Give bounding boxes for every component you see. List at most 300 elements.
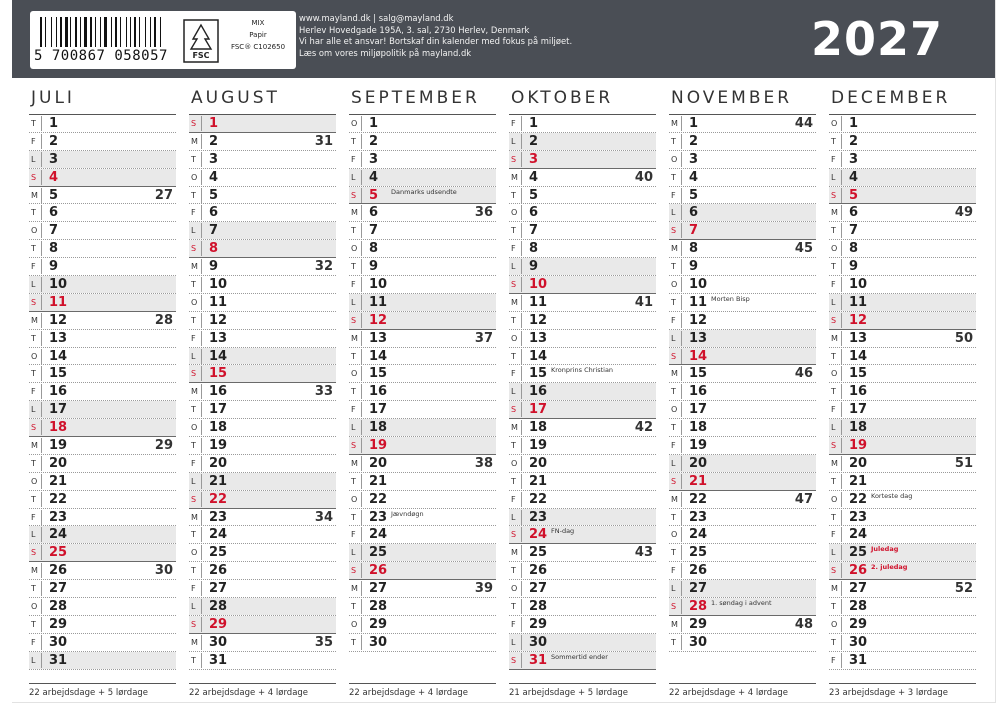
- weekday-letter: L: [671, 584, 676, 594]
- day-number: 9: [689, 259, 699, 275]
- day-number: 21: [529, 473, 548, 489]
- day-number: 5: [369, 187, 379, 203]
- day-row: [349, 151, 496, 169]
- weekday-letter: T: [511, 602, 516, 612]
- day-divider: [361, 277, 362, 292]
- day-row: [829, 491, 976, 509]
- weekday-letter: M: [511, 297, 518, 307]
- week-number: 32: [314, 259, 333, 275]
- fsc-line: Papir: [249, 31, 267, 39]
- footer-rule: [669, 683, 816, 684]
- day-row: [829, 473, 976, 491]
- day-row: [829, 222, 976, 240]
- week-number: 31: [314, 133, 333, 149]
- day-row: [349, 348, 496, 366]
- day-divider: [41, 116, 42, 131]
- day-row: [29, 634, 176, 652]
- weekday-letter: S: [351, 190, 357, 200]
- day-number: 2: [369, 133, 379, 149]
- weekday-letter: M: [511, 172, 518, 182]
- day-divider: [521, 241, 522, 256]
- day-row: [509, 258, 656, 276]
- weekday-letter: S: [511, 280, 517, 290]
- day-row: [349, 526, 496, 544]
- day-row: [29, 598, 176, 616]
- day-divider: [521, 653, 522, 668]
- day-row: [669, 598, 816, 616]
- day-number: 1: [689, 116, 699, 131]
- row-line: [189, 669, 336, 670]
- day-divider: [681, 384, 682, 399]
- day-number: 17: [849, 402, 868, 418]
- svg-text:FSC: FSC: [192, 51, 210, 60]
- weekday-letter: S: [31, 548, 37, 558]
- weekday-letter: L: [511, 512, 516, 522]
- day-row: [829, 401, 976, 419]
- day-divider: [361, 313, 362, 328]
- day-row: [29, 348, 176, 366]
- weekday-letter: T: [831, 476, 836, 486]
- day-row: [29, 276, 176, 294]
- weekday-letter: S: [191, 369, 197, 379]
- week-number: 42: [634, 420, 653, 436]
- day-number: 29: [849, 616, 868, 632]
- workdays-summary: 22 arbejdsdage + 4 lørdage: [349, 688, 469, 698]
- day-number: 4: [689, 169, 699, 185]
- weekday-letter: T: [511, 226, 516, 236]
- day-number: 23: [529, 509, 548, 525]
- day-row: [509, 544, 656, 562]
- day-row: [669, 294, 816, 312]
- day-number: 28: [209, 599, 228, 615]
- weekday-letter: T: [831, 637, 836, 647]
- weekday-letter: S: [191, 244, 197, 254]
- day-number: 30: [849, 634, 868, 650]
- weekday-letter: F: [31, 387, 36, 397]
- day-number: 7: [209, 223, 219, 239]
- day-row: [189, 133, 336, 151]
- day-number: 2: [689, 133, 699, 149]
- weekday-letter: O: [191, 548, 198, 558]
- day-row: [829, 330, 976, 348]
- weekday-letter: S: [351, 315, 357, 325]
- holiday-note: Korteste dag: [871, 491, 913, 500]
- week-number: 45: [794, 241, 813, 257]
- barcode-sticker: [30, 11, 296, 69]
- day-divider: [201, 545, 202, 560]
- day-number: 3: [529, 151, 539, 167]
- weekday-letter: T: [191, 154, 196, 164]
- week-number: 33: [314, 384, 333, 400]
- weekday-letter: L: [511, 136, 516, 146]
- weekday-letter: T: [511, 190, 516, 200]
- day-row: [189, 616, 336, 634]
- day-divider: [841, 474, 842, 489]
- day-row: [509, 169, 656, 187]
- day-divider: [361, 188, 362, 203]
- weekday-letter: L: [191, 226, 196, 236]
- weekday-letter: T: [31, 619, 36, 629]
- day-row: [829, 133, 976, 151]
- day-number: 9: [849, 259, 859, 275]
- day-row: [509, 437, 656, 455]
- day-number: 11: [849, 294, 868, 310]
- day-divider: [841, 545, 842, 560]
- weekday-letter: S: [831, 315, 837, 325]
- week-number: 29: [154, 438, 173, 454]
- day-number: 8: [689, 241, 699, 257]
- day-divider: [361, 241, 362, 256]
- day-row: [189, 544, 336, 562]
- weekday-letter: M: [31, 441, 38, 451]
- day-divider: [201, 563, 202, 578]
- environment-note: Vi har alle et ansvar! Bortskaf din kalender med fokus på miljøet.: [299, 36, 573, 46]
- day-number: 12: [209, 312, 228, 328]
- weekday-letter: T: [671, 136, 676, 146]
- day-divider: [681, 170, 682, 185]
- day-number: 24: [529, 527, 548, 543]
- weekday-letter: O: [831, 369, 838, 379]
- holiday-note: Jævndøgn: [391, 509, 424, 518]
- day-divider: [681, 116, 682, 131]
- month-name: OKTOBER: [511, 88, 614, 108]
- day-number: 16: [369, 384, 388, 400]
- day-row: [509, 187, 656, 205]
- week-number: 46: [794, 366, 813, 382]
- weekday-letter: S: [671, 602, 677, 612]
- day-row: [669, 169, 816, 187]
- weekday-letter: O: [671, 280, 678, 290]
- day-number: 28: [689, 599, 708, 615]
- day-divider: [201, 635, 202, 650]
- day-row: [669, 258, 816, 276]
- day-row: [29, 616, 176, 634]
- day-divider: [41, 170, 42, 185]
- day-row: [829, 204, 976, 222]
- day-number: 14: [369, 348, 388, 364]
- day-row: [189, 562, 336, 580]
- day-number: 23: [689, 509, 708, 525]
- day-row: [189, 509, 336, 527]
- day-divider: [521, 331, 522, 346]
- day-divider: [361, 116, 362, 131]
- day-row: [829, 652, 976, 670]
- weekday-letter: M: [31, 190, 38, 200]
- weekday-letter: T: [511, 315, 516, 325]
- weekday-letter: F: [831, 280, 836, 290]
- day-row: [509, 473, 656, 491]
- day-divider: [521, 420, 522, 435]
- day-row: [29, 580, 176, 598]
- day-row: [829, 312, 976, 330]
- day-divider: [41, 617, 42, 632]
- day-divider: [361, 170, 362, 185]
- month-column-november: [669, 88, 819, 698]
- day-divider: [681, 152, 682, 167]
- weekday-letter: T: [31, 119, 36, 128]
- weekday-letter: S: [671, 226, 677, 236]
- month-name: AUGUST: [191, 88, 280, 108]
- week-number: 34: [314, 509, 333, 525]
- day-row: [349, 598, 496, 616]
- day-divider: [201, 241, 202, 256]
- weekday-letter: O: [831, 119, 838, 128]
- day-row: [669, 401, 816, 419]
- weekday-letter: M: [191, 262, 198, 272]
- day-divider: [681, 366, 682, 381]
- day-number: 22: [49, 491, 68, 507]
- day-row: [29, 312, 176, 330]
- day-divider: [521, 188, 522, 203]
- month-column-august: [189, 88, 339, 698]
- day-row: [29, 562, 176, 580]
- day-row: [829, 115, 976, 133]
- day-number: 26: [209, 563, 228, 579]
- day-number: 11: [49, 294, 68, 310]
- day-row: [509, 204, 656, 222]
- weekday-letter: T: [191, 441, 196, 451]
- weekday-letter: O: [511, 333, 518, 343]
- day-number: 19: [209, 438, 228, 454]
- weekday-letter: L: [831, 172, 836, 182]
- row-line: [829, 669, 976, 670]
- day-divider: [681, 331, 682, 346]
- day-row: [509, 616, 656, 634]
- weekday-letter: T: [351, 136, 356, 146]
- day-number: 8: [369, 241, 379, 257]
- day-number: 14: [849, 348, 868, 364]
- day-row: [29, 419, 176, 437]
- day-row: [829, 294, 976, 312]
- day-row: [189, 240, 336, 258]
- day-number: 26: [849, 563, 868, 579]
- day-row: [349, 258, 496, 276]
- day-divider: [521, 527, 522, 542]
- weekday-letter: O: [351, 119, 358, 128]
- day-number: 22: [689, 491, 708, 507]
- day-divider: [681, 420, 682, 435]
- weekday-letter: F: [671, 441, 676, 451]
- weekday-letter: T: [31, 369, 36, 379]
- day-divider: [41, 134, 42, 149]
- day-divider: [361, 349, 362, 364]
- day-divider: [201, 581, 202, 596]
- weekday-letter: F: [511, 244, 516, 254]
- company-web-email: www.mayland.dk | salg@mayland.dk: [299, 13, 454, 23]
- weekday-letter: T: [351, 637, 356, 647]
- weekday-letter: T: [31, 244, 36, 254]
- day-number: 18: [209, 420, 228, 436]
- weekday-letter: T: [671, 387, 676, 397]
- weekday-letter: O: [191, 423, 198, 433]
- day-divider: [841, 295, 842, 310]
- day-number: 9: [369, 259, 379, 275]
- day-row: [349, 562, 496, 580]
- day-divider: [681, 295, 682, 310]
- day-number: 15: [689, 366, 708, 382]
- day-number: 8: [529, 241, 539, 257]
- day-divider: [841, 152, 842, 167]
- day-number: 26: [49, 563, 68, 579]
- day-number: 30: [49, 634, 68, 650]
- weekday-letter: F: [351, 530, 356, 540]
- day-number: 8: [49, 241, 59, 257]
- day-row: [509, 222, 656, 240]
- holiday-note: Danmarks udsendte: [391, 187, 457, 196]
- week-number: 40: [634, 169, 653, 185]
- day-divider: [841, 563, 842, 578]
- day-row: [29, 204, 176, 222]
- day-row: [349, 419, 496, 437]
- day-row: [669, 222, 816, 240]
- day-divider: [201, 134, 202, 149]
- day-divider: [41, 241, 42, 256]
- day-number: 23: [369, 509, 388, 525]
- day-row: [29, 330, 176, 348]
- day-divider: [361, 134, 362, 149]
- day-number: 13: [209, 330, 228, 346]
- day-divider: [681, 241, 682, 256]
- day-divider: [841, 581, 842, 596]
- day-number: 29: [369, 616, 388, 632]
- day-divider: [521, 599, 522, 614]
- day-divider: [41, 527, 42, 542]
- day-number: 21: [49, 473, 68, 489]
- week-number: 39: [474, 581, 493, 597]
- weekday-letter: S: [191, 494, 197, 504]
- day-divider: [41, 402, 42, 417]
- day-number: 4: [849, 169, 859, 185]
- day-divider: [841, 599, 842, 614]
- weekday-letter: M: [671, 619, 678, 629]
- weekday-letter: L: [31, 530, 36, 540]
- day-divider: [841, 438, 842, 453]
- week-number: 41: [634, 294, 653, 310]
- day-number: 30: [209, 634, 228, 650]
- weekday-letter: T: [831, 136, 836, 146]
- day-divider: [361, 259, 362, 274]
- day-row: [829, 258, 976, 276]
- day-divider: [41, 223, 42, 238]
- day-divider: [841, 259, 842, 274]
- day-number: 25: [209, 545, 228, 561]
- day-divider: [841, 617, 842, 632]
- weekday-letter: T: [31, 208, 36, 218]
- day-number: 15: [529, 366, 548, 382]
- day-divider: [41, 366, 42, 381]
- day-number: 9: [529, 259, 539, 275]
- weekday-letter: T: [351, 387, 356, 397]
- weekday-letter: S: [351, 566, 357, 576]
- day-divider: [41, 581, 42, 596]
- weekday-letter: T: [31, 584, 36, 594]
- weekday-letter: M: [671, 244, 678, 254]
- day-divider: [361, 545, 362, 560]
- day-number: 10: [209, 277, 228, 293]
- day-row: [349, 634, 496, 652]
- day-divider: [841, 277, 842, 292]
- day-row: [349, 437, 496, 455]
- day-row: [189, 383, 336, 401]
- day-row: [349, 473, 496, 491]
- day-divider: [41, 313, 42, 328]
- day-number: 26: [689, 563, 708, 579]
- day-divider: [681, 474, 682, 489]
- day-divider: [41, 510, 42, 525]
- day-divider: [41, 331, 42, 346]
- day-row: [509, 115, 656, 133]
- day-divider: [201, 366, 202, 381]
- day-row: [669, 491, 816, 509]
- day-number: 26: [529, 563, 548, 579]
- day-number: 6: [689, 205, 699, 221]
- day-number: 25: [849, 545, 868, 561]
- day-divider: [201, 277, 202, 292]
- day-divider: [521, 313, 522, 328]
- day-number: 28: [849, 599, 868, 615]
- day-row: [189, 526, 336, 544]
- weekday-letter: L: [511, 387, 516, 397]
- workdays-summary: 22 arbejdsdage + 5 lørdage: [29, 688, 149, 698]
- day-divider: [521, 635, 522, 650]
- day-number: 24: [49, 527, 68, 543]
- day-divider: [681, 510, 682, 525]
- day-row: [29, 115, 176, 133]
- day-number: 1: [49, 116, 59, 131]
- day-row: [189, 437, 336, 455]
- day-divider: [361, 635, 362, 650]
- weekday-letter: M: [831, 458, 838, 468]
- day-row: [829, 526, 976, 544]
- day-row: [189, 204, 336, 222]
- day-row: [189, 187, 336, 205]
- day-number: 21: [849, 473, 868, 489]
- day-divider: [41, 188, 42, 203]
- day-number: 14: [209, 348, 228, 364]
- footer-rule: [509, 683, 656, 684]
- weekday-letter: O: [671, 530, 678, 540]
- day-divider: [841, 527, 842, 542]
- weekday-letter: T: [831, 262, 836, 272]
- day-divider: [201, 456, 202, 471]
- day-number: 9: [49, 259, 59, 275]
- weekday-letter: F: [511, 119, 516, 128]
- day-number: 20: [689, 455, 708, 471]
- weekday-letter: F: [31, 262, 36, 272]
- day-divider: [361, 510, 362, 525]
- day-row: [509, 419, 656, 437]
- day-row: [29, 473, 176, 491]
- weekday-letter: T: [671, 423, 676, 433]
- day-row: [349, 491, 496, 509]
- day-divider: [361, 223, 362, 238]
- week-number: 43: [634, 545, 653, 561]
- weekday-letter: M: [511, 423, 518, 433]
- weekday-letter: O: [671, 405, 678, 415]
- day-divider: [521, 563, 522, 578]
- day-row: [669, 634, 816, 652]
- day-row: [29, 187, 176, 205]
- day-number: 7: [529, 223, 539, 239]
- day-divider: [521, 349, 522, 364]
- day-divider: [521, 456, 522, 471]
- day-number: 21: [369, 473, 388, 489]
- day-number: 1: [529, 116, 539, 131]
- day-row: [349, 169, 496, 187]
- day-number: 18: [689, 420, 708, 436]
- day-divider: [841, 635, 842, 650]
- day-divider: [201, 402, 202, 417]
